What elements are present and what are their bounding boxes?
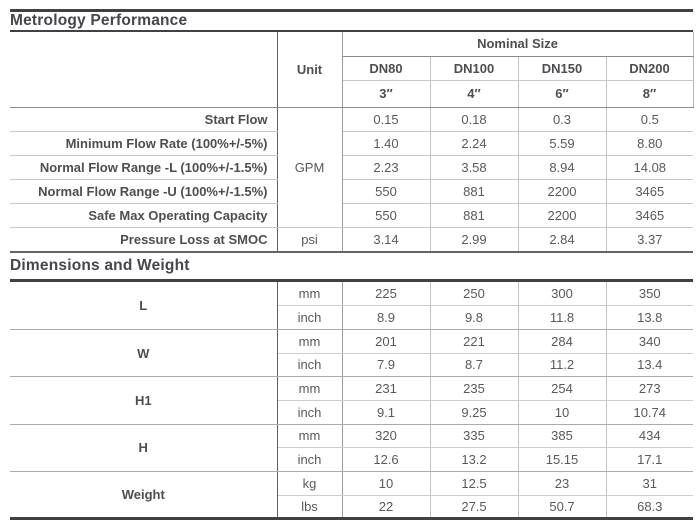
row-label: Normal Flow Range -L (100%+/-1.5%): [10, 155, 277, 179]
table-row-w-mm: [10, 329, 693, 353]
table-row-normal-flow-range-u: [10, 179, 693, 203]
unit-cell-gpm: GPM: [277, 107, 342, 227]
value-cell: 254: [518, 377, 606, 401]
column-header-6in: 6″: [518, 80, 606, 107]
value-cell: 320: [342, 424, 430, 448]
row-label: Safe Max Operating Capacity: [10, 203, 277, 227]
table-row-weight-kg: [10, 472, 693, 496]
table-row-l-mm: [10, 282, 693, 306]
value-cell: 50.7: [518, 495, 606, 519]
unit-cell: inch: [277, 306, 342, 330]
column-header-3in: 3″: [342, 80, 430, 107]
value-cell: 3.58: [430, 155, 518, 179]
value-cell: 0.3: [518, 107, 606, 131]
column-header-unit: Unit: [277, 32, 342, 107]
value-cell: 340: [606, 329, 693, 353]
header-empty-cell: [10, 32, 277, 107]
column-header-nominal-size: Nominal Size: [342, 32, 693, 56]
value-cell: 201: [342, 329, 430, 353]
column-header-dn80: DN80: [342, 56, 430, 80]
row-label: Normal Flow Range -U (100%+/-1.5%): [10, 179, 277, 203]
value-cell: 3465: [606, 203, 693, 227]
dimension-label-h1: H1: [10, 377, 277, 424]
value-cell: 225: [342, 282, 430, 306]
value-cell: 1.40: [342, 131, 430, 155]
value-cell: 881: [430, 203, 518, 227]
value-cell: 8.80: [606, 131, 693, 155]
dimension-label-w: W: [10, 329, 277, 376]
value-cell: 350: [606, 282, 693, 306]
row-label: Start Flow: [10, 107, 277, 131]
datasheet: [10, 9, 693, 520]
row-label: Minimum Flow Rate (100%+/-5%): [10, 131, 277, 155]
value-cell: 8.7: [430, 353, 518, 377]
table-row-normal-flow-range-l: [10, 155, 693, 179]
column-header-dn200: DN200: [606, 56, 693, 80]
value-cell: 9.8: [430, 306, 518, 330]
value-cell: 2.99: [430, 227, 518, 251]
value-cell: 23: [518, 472, 606, 496]
value-cell: 284: [518, 329, 606, 353]
value-cell: 0.18: [430, 107, 518, 131]
value-cell: 3.37: [637, 231, 663, 247]
value-cell: 273: [606, 377, 693, 401]
value-cell: 2.84: [518, 227, 606, 251]
unit-cell: lbs: [277, 495, 342, 519]
value-cell: 231: [342, 377, 430, 401]
value-cell: 11.8: [518, 306, 606, 330]
value-cell: 3465: [606, 179, 693, 203]
value-cell: 235: [430, 377, 518, 401]
unit-cell: mm: [277, 377, 342, 401]
value-cell: 434: [606, 424, 693, 448]
dimensions-table: [10, 282, 693, 520]
metrology-table: [10, 32, 694, 251]
table-row-h-mm: [10, 424, 693, 448]
table-row-minimum-flow-rate: [10, 131, 693, 155]
value-cell: 10.74: [606, 400, 693, 424]
value-cell: 9.1: [342, 400, 430, 424]
table-row-safe-max-operating-capacity: [10, 203, 693, 227]
column-header-8in: 8″: [606, 80, 693, 107]
table-row-nominal-size: [10, 32, 693, 56]
value-cell: 2.23: [342, 155, 430, 179]
value-cell: 11.2: [518, 353, 606, 377]
value-cell: 17.1: [606, 448, 693, 472]
value-cell: 15.15: [518, 448, 606, 472]
table-row-h1-mm: [10, 377, 693, 401]
value-cell: 13.4: [606, 353, 693, 377]
section-title-dimensions: Dimensions and Weight: [10, 251, 693, 282]
value-cell: 250: [430, 282, 518, 306]
value-cell: 7.9: [342, 353, 430, 377]
dimension-label-h: H: [10, 424, 277, 471]
value-cell: 3.14: [342, 227, 430, 251]
unit-cell: inch: [277, 353, 342, 377]
table-row-start-flow: [10, 107, 693, 131]
value-cell: 12.6: [342, 448, 430, 472]
value-cell: 2.24: [430, 131, 518, 155]
section-title-metrology: Metrology Performance: [10, 9, 693, 32]
unit-cell-psi: psi: [277, 227, 342, 251]
value-cell: 2200: [518, 203, 606, 227]
dimension-label-l: L: [10, 282, 277, 329]
value-cell: 8.9: [342, 306, 430, 330]
value-cell: 335: [430, 424, 518, 448]
value-cell: 68.3: [637, 499, 663, 515]
value-cell: 10: [342, 472, 430, 496]
value-cell: 14.08: [606, 155, 693, 179]
value-cell: 881: [430, 179, 518, 203]
value-cell: 10: [518, 400, 606, 424]
value-cell: 385: [518, 424, 606, 448]
value-cell: 221: [430, 329, 518, 353]
value-cell: 550: [342, 203, 430, 227]
value-cell: 0.5: [606, 107, 693, 131]
value-cell: 13.2: [430, 448, 518, 472]
column-header-4in: 4″: [430, 80, 518, 107]
value-cell: 0.15: [342, 107, 430, 131]
column-header-dn100: DN100: [430, 56, 518, 80]
table-row-pressure-loss-at-smoc: [10, 227, 693, 251]
unit-cell: mm: [277, 329, 342, 353]
unit-cell: inch: [277, 448, 342, 472]
dimension-label-weight: Weight: [10, 472, 277, 519]
value-cell: 550: [342, 179, 430, 203]
column-header-dn150: DN150: [518, 56, 606, 80]
value-cell: 12.5: [430, 472, 518, 496]
value-cell: 31: [606, 472, 693, 496]
value-cell: 300: [518, 282, 606, 306]
value-cell: 8.94: [518, 155, 606, 179]
value-cell: 22: [342, 495, 430, 519]
unit-cell: kg: [277, 472, 342, 496]
value-cell: 2200: [518, 179, 606, 203]
unit-cell: mm: [277, 424, 342, 448]
value-cell: 13.8: [606, 306, 693, 330]
unit-cell: inch: [277, 400, 342, 424]
value-cell: 9.25: [430, 400, 518, 424]
unit-cell: mm: [277, 282, 342, 306]
value-cell: 5.59: [518, 131, 606, 155]
row-label: Pressure Loss at SMOC: [10, 227, 277, 251]
value-cell: 27.5: [430, 495, 518, 519]
